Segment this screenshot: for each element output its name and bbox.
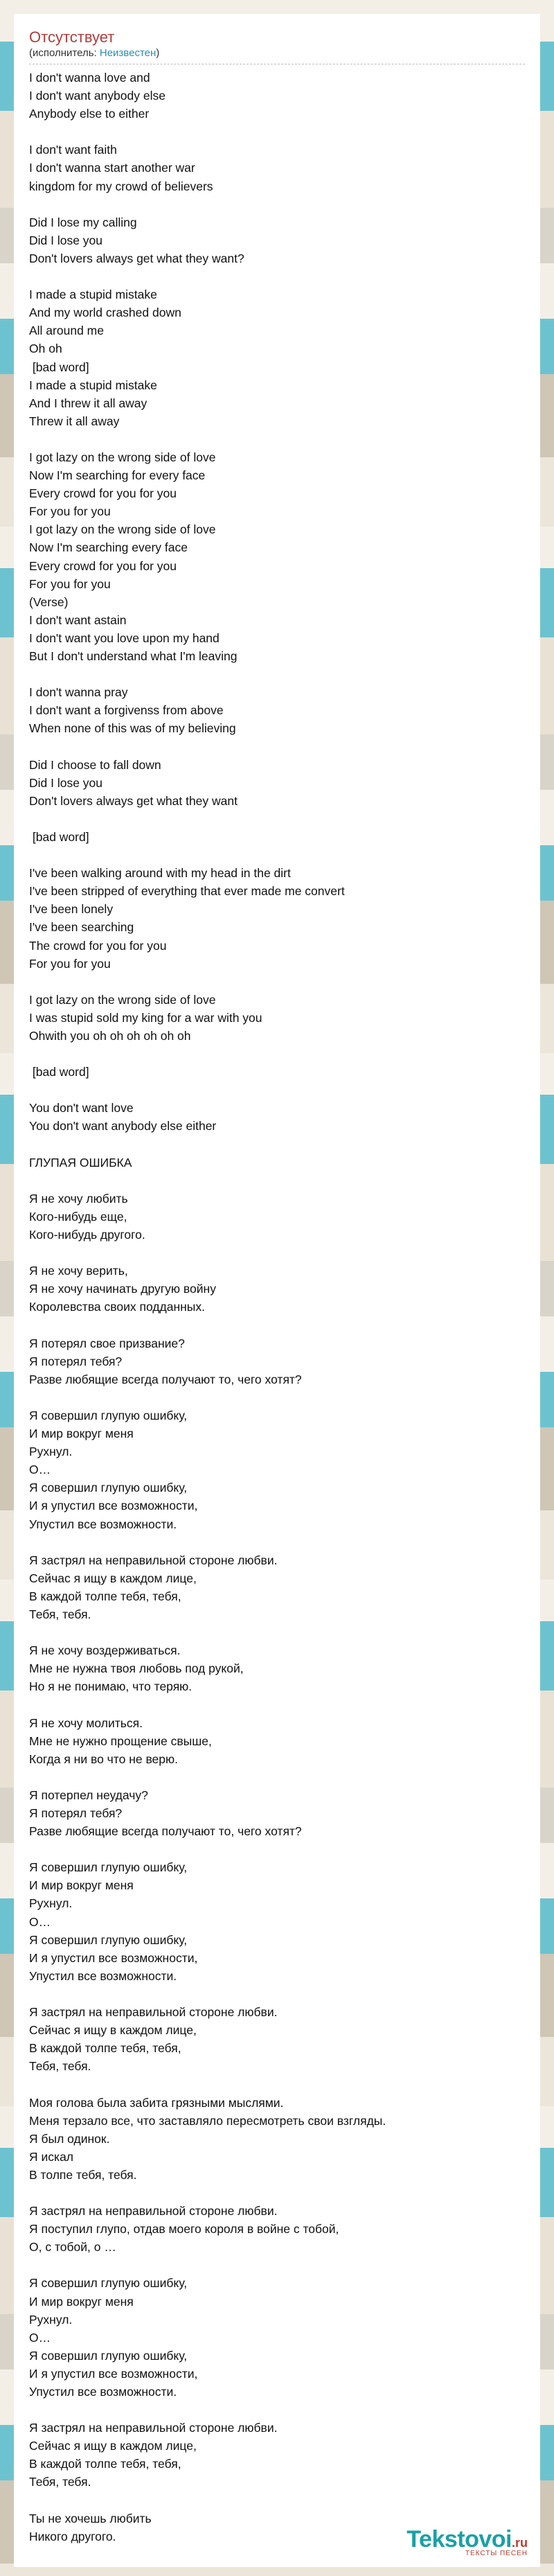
- logo-tagline: ТЕКСТЫ ПЕСЕН: [465, 2550, 528, 2557]
- logo-tld: .ru: [511, 2536, 528, 2550]
- artist-line: [29, 47, 525, 64]
- site-logo[interactable]: [406, 2528, 528, 2557]
- song-title: Отсутствует: [29, 28, 115, 46]
- logo-name: Tekstovoi: [406, 2526, 512, 2552]
- artist-link[interactable]: Неизвестен: [99, 47, 157, 59]
- lyrics-text: I don't wanna love and I don't want anybody else Anybody else to either I don't want faith I don't wanna start another war kingdom for my crowd of believers Did I lose my calling Did I lose you Don't lovers always get what they want? I made a stupid mistake And my world crashed down All around me Oh oh [bad word] I made a stupid mistake And I threw it all away Threw it all away I got lazy on the wrong side of love Now I'm searching for every face Every crowd for you for you For you for you I got lazy on the wrong side of love Now I'm searching every face Every crowd for you for you For you for you (Verse) I don't want astain I don't want you love upon my hand But I don't understand what I'm leaving I don't wanna pray I don't want a forgivenss from above When none of this was of my believing Did I choose to fall down Did I lose you Don't lovers always get what they want [bad word] I've been walking around with my head in the dirt I've been stripped of everything that ever made me convert I've been lonely I've been searching The crowd for you for you For you for you I got lazy on the wrong side of love I was stupid sold my king for a war with you Ohwith you oh oh oh oh oh oh [bad word] You don't want love You don't want anybody else either ГЛУПАЯ ОШИБКА Я не хочу любить Кого-нибудь еще, Кого-нибудь другого. Я не хочу верить, Я не хочу начинать другую войну Королевства своих подданных. Я потерял свое призвание? Я потерял тебя? Разве любящие всегда получают то, чего хотят? Я совершил глупую ошибку, И мир вокруг меня Рухнул. О… Я совершил глупую ошибку, И я упустил все возможности, Упустил все возможности. Я застрял на неправильной стороне любви. Сейчас я ищу в каждом лице, В каждой толпе тебя, тебя, Тебя, тебя. Я не хочу воздерживаться. Мне не нужна твоя любовь под рукой, Но я не понимаю, что теряю. Я не хочу молиться. Мне не нужно прощение свыше, Когда я ни во что не верю. Я потерпел неудачу? Я потерял тебя? Разве любящие всегда получают то, чего хотят? Я совершил глупую ошибку, И мир вокруг меня Рухнул. О… Я совершил глупую ошибку, И я упустил все возможности, Упустил все возможности. Я застрял на неправильной стороне любви. Сейчас я ищу в каждом лице, В каждой толпе тебя, тебя, Тебя, тебя. Моя голова была забита грязными мыслями. Меня терзало все, что заставляло пересмотреть свои взгляды. Я был одинок. Я искал В толпе тебя, тебя. Я застрял на неправильной стороне любви. Я поступил глупо, отдав моего короля в войне с тобой, О, с тобой, о … Я совершил глупую ошибку, И мир вокруг меня Рухнул. О… Я совершил глупую ошибку, И я упустил все возможности, Упустил все возможности. Я застрял на неправильной стороне любви. Сейчас я ищу в каждом лице, В каждой толпе тебя, тебя, Тебя, тебя. Ты не хочешь любить Никого другого.: [29, 71, 386, 2543]
- artist-suffix: ): [156, 47, 160, 59]
- artist-prefix: (исполнитель:: [29, 47, 100, 59]
- lyrics-page: [14, 14, 540, 2567]
